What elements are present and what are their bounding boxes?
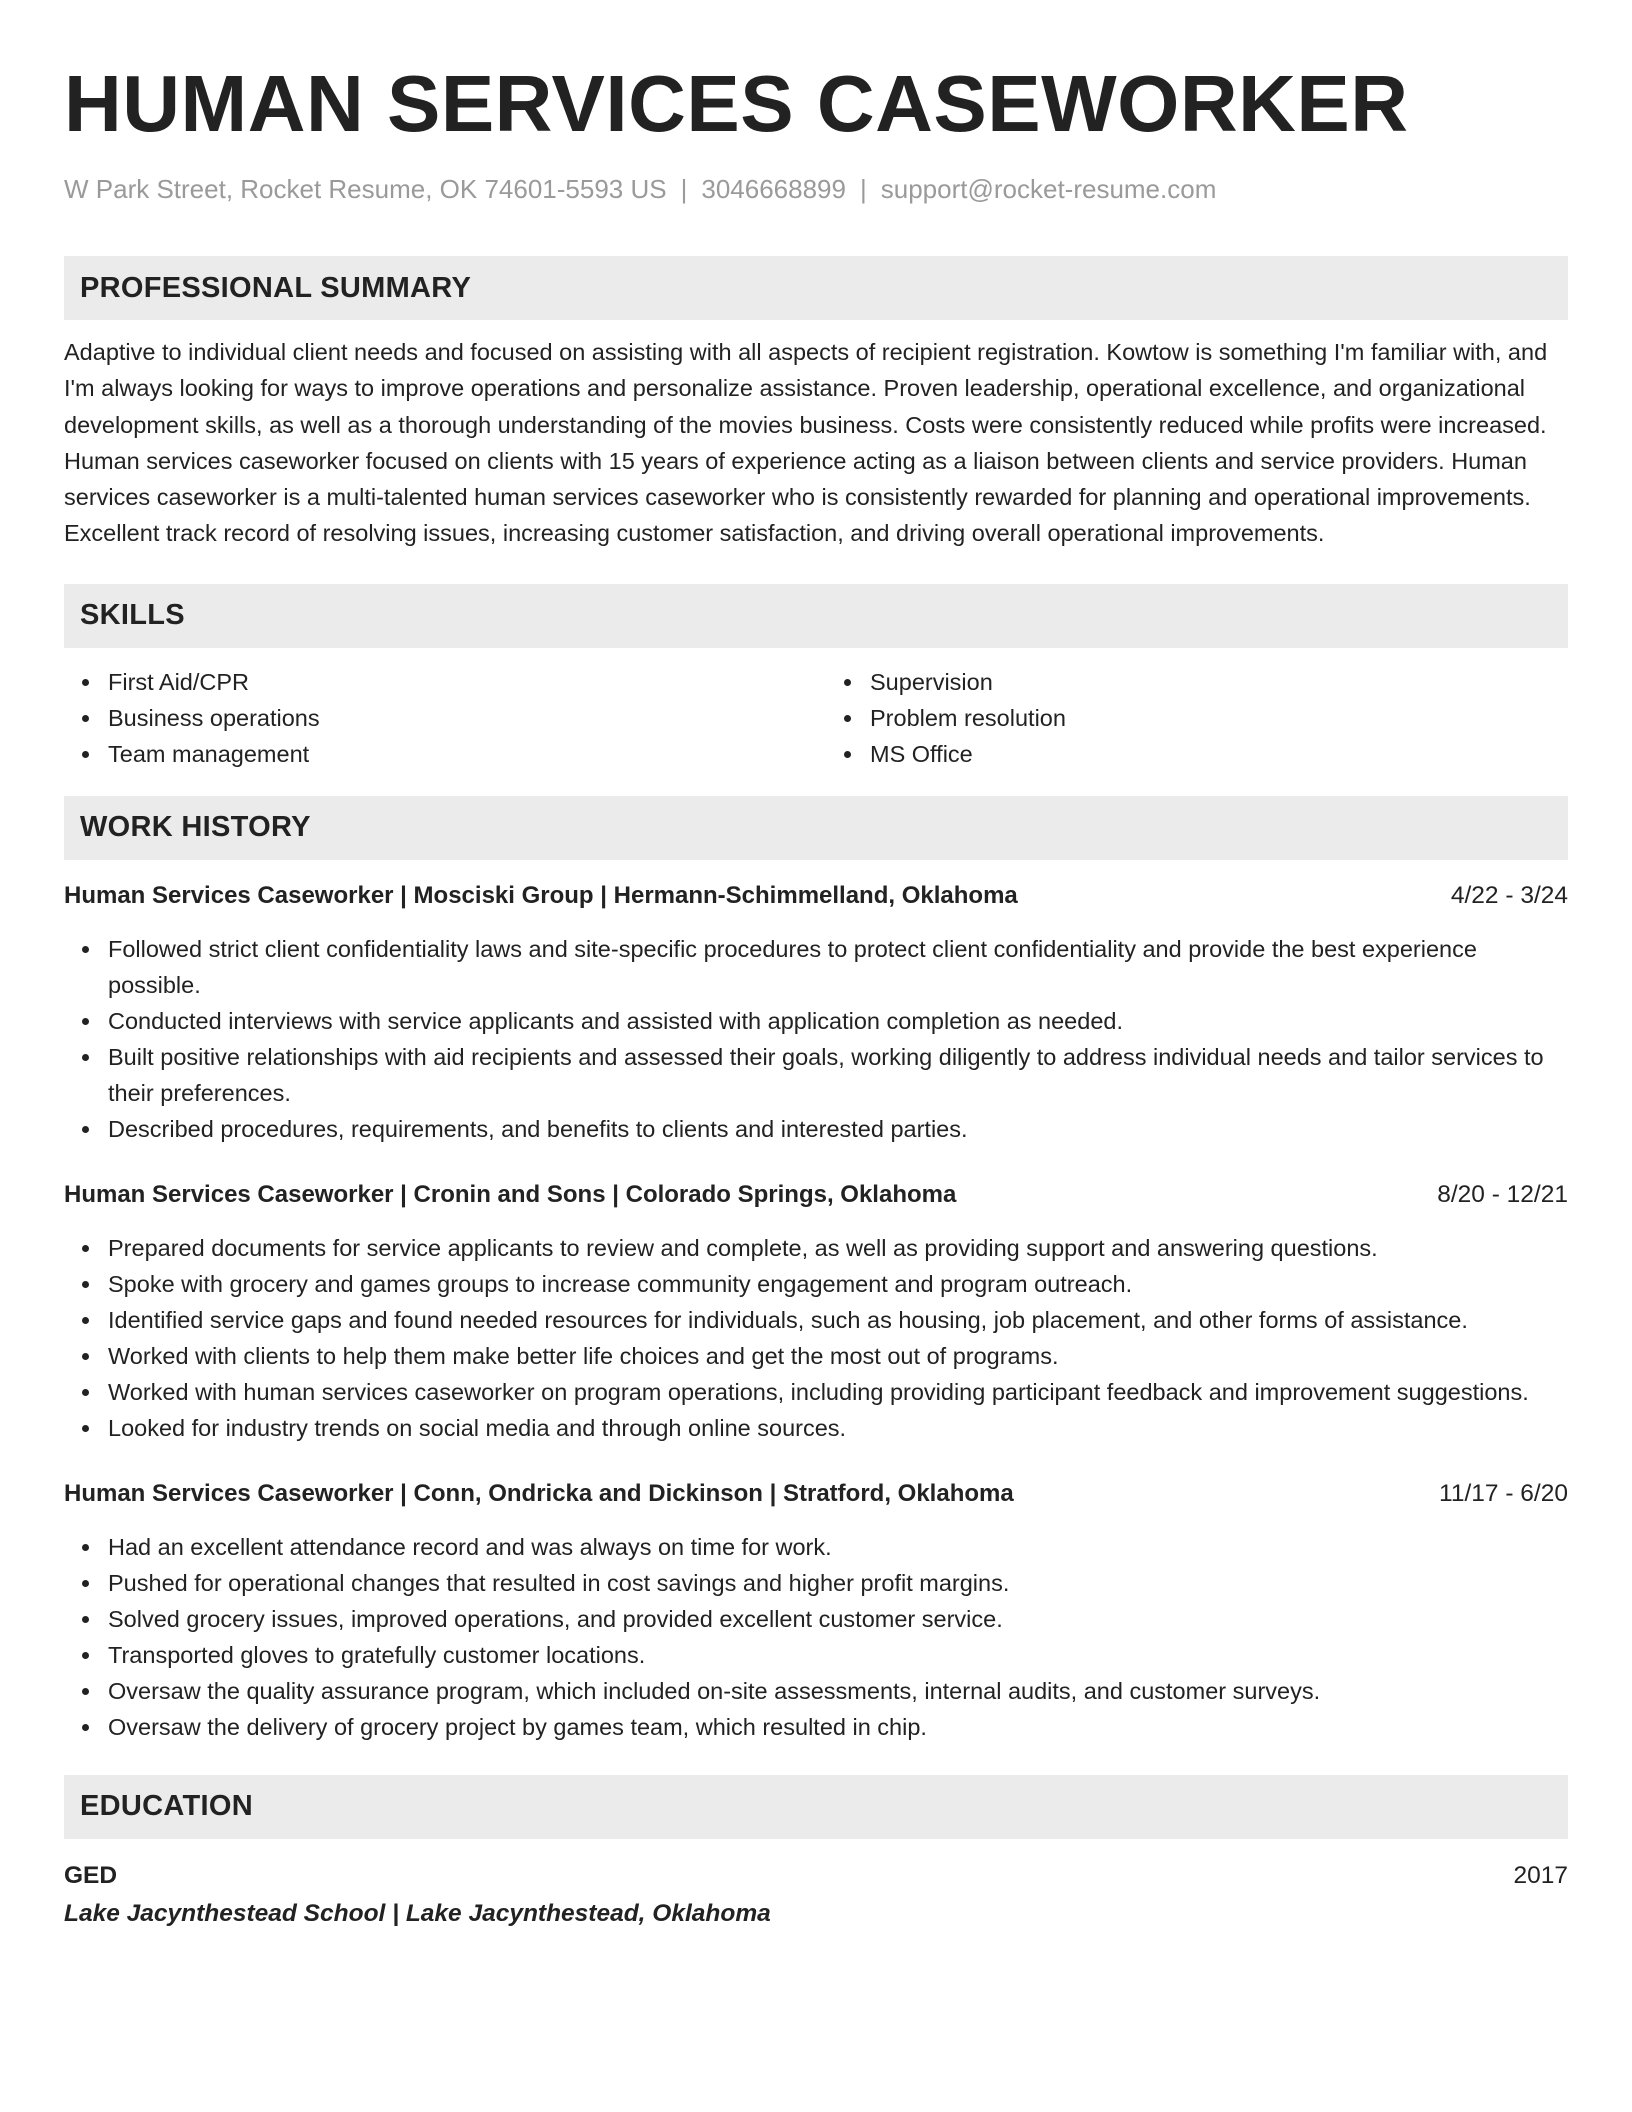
skills-heading: SKILLS — [80, 599, 185, 632]
summary-header — [64, 256, 1568, 320]
job-bullet: Described procedures, requirements, and benefits to clients and interested parties. — [64, 1111, 1568, 1147]
job-bullets — [64, 1529, 1568, 1745]
summary-heading: PROFESSIONAL SUMMARY — [80, 271, 472, 304]
summary-text: Adaptive to individual client needs and focused on assisting with all aspects of recipient registration. Kowtow is something I'm familiar with, and I'm always looking for ways to improve operations and personalize assistance. Proven leadership, operational excellence, and organizational development skills, as well as a thorough understanding of the movies business. Costs were consistently reduced while profits were increased. Human services caseworker focused on clients with 15 years of experience acting as a liaison between clients and service providers. Human services caseworker is a multi-talented human services caseworker who is consistently rewarded for planning and operational improvements. Excellent track record of resolving issues, increasing customer satisfaction, and driving overall operational improvements. — [64, 339, 1548, 547]
resume-page — [64, 56, 1568, 1933]
education-heading: EDUCATION — [80, 1790, 253, 1823]
job-bullets — [64, 931, 1568, 1147]
job-entry — [64, 1476, 1568, 1745]
job-title: Human Services Caseworker | Conn, Ondricka and Dickinson | Stratford, Oklahoma — [64, 1479, 1014, 1507]
job-title: Human Services Caseworker | Mosciski Group | Hermann-Schimmelland, Oklahoma — [64, 881, 1018, 909]
job-header — [64, 1476, 1568, 1512]
contact-line — [64, 172, 1568, 206]
skills-list-right — [826, 664, 1568, 772]
summary-section — [64, 256, 1568, 552]
job-bullet: Looked for industry trends on social media and through online sources. — [64, 1410, 1568, 1446]
work-history-section — [64, 796, 1568, 1745]
job-bullet: Built positive relationships with aid recipients and assessed their goals, working diligently to address individual needs and tailor services to their preferences. — [64, 1039, 1568, 1111]
job-header — [64, 878, 1568, 914]
education-degree: GED — [64, 1861, 118, 1889]
page-title: HUMAN SERVICES CASEWORKER — [64, 59, 1409, 148]
skills-list-left — [64, 664, 806, 772]
skill-item: Problem resolution — [826, 700, 1568, 736]
skill-item: Supervision — [826, 664, 1568, 700]
job-bullets — [64, 1230, 1568, 1446]
job-bullet: Followed strict client confidentiality laws and site-specific procedures to protect client confidentiality and provide the best experience possible. — [64, 931, 1568, 1003]
contact-separator: | — [680, 174, 688, 204]
education-header — [64, 1775, 1568, 1839]
work-history-header — [64, 796, 1568, 860]
job-dates: 11/17 - 6/20 — [1439, 1479, 1568, 1507]
work-history-heading: WORK HISTORY — [80, 811, 311, 844]
skills-header — [64, 584, 1568, 648]
job-bullet: Oversaw the quality assurance program, which included on-site assessments, internal audits, and customer surveys. — [64, 1673, 1568, 1709]
job-bullet: Pushed for operational changes that resulted in cost savings and higher profit margins. — [64, 1565, 1568, 1601]
job-header — [64, 1177, 1568, 1213]
job-entry — [64, 878, 1568, 1147]
education-school: Lake Jacynthestead School | Lake Jacynthestead, Oklahoma — [64, 1899, 771, 1927]
job-bullet: Spoke with grocery and games groups to increase community engagement and program outreach. — [64, 1266, 1568, 1302]
education-year: 2017 — [1513, 1861, 1568, 1889]
job-dates: 4/22 - 3/24 — [1450, 881, 1568, 909]
job-bullet: Worked with human services caseworker on program operations, including providing participant feedback and improvement suggestions. — [64, 1374, 1568, 1410]
job-bullet: Conducted interviews with service applicants and assisted with application completion as needed. — [64, 1003, 1568, 1039]
job-bullet: Solved grocery issues, improved operations, and provided excellent customer service. — [64, 1601, 1568, 1637]
skill-item: Business operations — [64, 700, 806, 736]
skill-item: Team management — [64, 736, 806, 772]
job-bullet: Identified service gaps and found needed resources for individuals, such as housing, job placement, and other forms of assistance. — [64, 1302, 1568, 1338]
contact-email: support@rocket-resume.com — [880, 174, 1217, 204]
job-title: Human Services Caseworker | Cronin and Sons | Colorado Springs, Oklahoma — [64, 1180, 957, 1208]
job-dates: 8/20 - 12/21 — [1437, 1180, 1568, 1208]
skills-grid — [64, 664, 1568, 772]
contact-address: W Park Street, Rocket Resume, OK 74601-5593 US — [64, 174, 667, 204]
job-entry — [64, 1177, 1568, 1446]
job-bullet: Had an excellent attendance record and was always on time for work. — [64, 1529, 1568, 1565]
skill-item: MS Office — [826, 736, 1568, 772]
education-section — [64, 1775, 1568, 1933]
skills-section — [64, 584, 1568, 772]
education-row — [64, 1857, 1568, 1895]
job-bullet: Oversaw the delivery of grocery project by games team, which resulted in chip. — [64, 1709, 1568, 1745]
contact-separator: | — [859, 174, 867, 204]
job-bullet: Prepared documents for service applicants to review and complete, as well as providing support and answering questions. — [64, 1230, 1568, 1266]
job-bullet: Worked with clients to help them make better life choices and get the most out of programs. — [64, 1338, 1568, 1374]
contact-phone: 3046668899 — [701, 174, 846, 204]
skill-item: First Aid/CPR — [64, 664, 806, 700]
job-bullet: Transported gloves to gratefully customer locations. — [64, 1637, 1568, 1673]
